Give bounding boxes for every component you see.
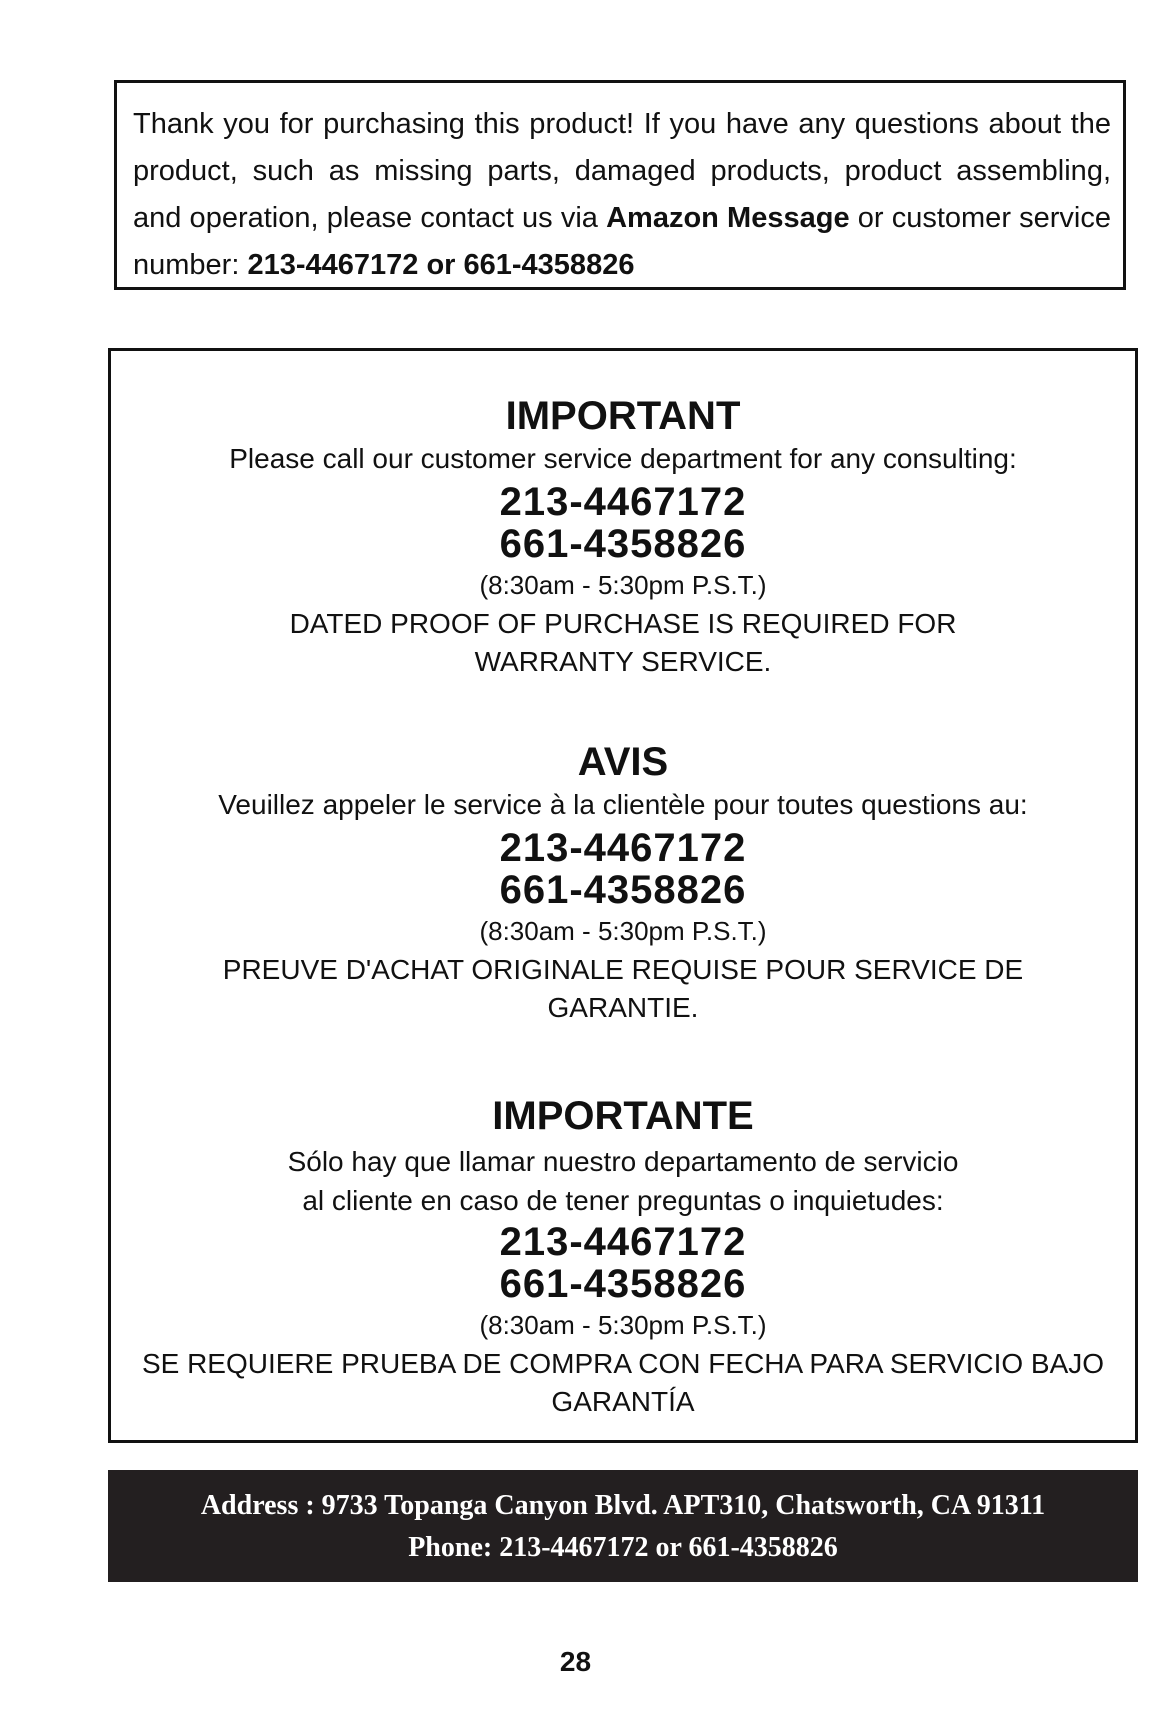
- english-section: [111, 391, 1135, 681]
- company-phone: Phone: 213-4467172 or 661-4358826: [408, 1532, 838, 1563]
- french-hours: (8:30am - 5:30pm P.S.T.): [479, 916, 767, 946]
- english-phone-2: 661-4358826: [499, 522, 747, 566]
- french-phone-1: 213-4467172: [499, 826, 747, 870]
- spanish-phone-1: 213-4467172: [499, 1220, 747, 1264]
- english-intro: Please call our customer service department for any consulting:: [229, 443, 1017, 474]
- french-heading: AVIS: [577, 740, 669, 784]
- english-proof-notice: DATED PROOF OF PURCHASE IS REQUIRED FOR WARRANTY SERVICE.: [289, 608, 957, 677]
- notice-phone-numbers: 213-4467172 or 661-4358826: [247, 249, 635, 281]
- amazon-message-label: Amazon Message: [606, 202, 850, 234]
- spanish-heading: IMPORTANTE: [492, 1094, 754, 1138]
- company-address-bar: [108, 1470, 1138, 1582]
- page-number: 28: [559, 1646, 592, 1677]
- spanish-hours: (8:30am - 5:30pm P.S.T.): [479, 1310, 767, 1340]
- french-proof-notice: PREUVE D'ACHAT ORIGINALE REQUISE POUR SERVICE DE GARANTIE.: [222, 954, 1024, 1023]
- important-contact-box: [108, 348, 1138, 1443]
- spanish-phone-2: 661-4358826: [499, 1262, 747, 1306]
- english-heading: IMPORTANT: [505, 394, 741, 438]
- customer-service-notice: [114, 80, 1126, 290]
- french-intro: Veuillez appeler le service à la clientèle pour toutes questions au:: [218, 789, 1028, 820]
- spanish-section: [111, 1091, 1135, 1421]
- french-phone-2: 661-4358826: [499, 868, 747, 912]
- spanish-proof-notice: SE REQUIERE PRUEBA DE COMPRA CON FECHA PARA SERVICIO BAJO GARANTÍA: [141, 1348, 1105, 1417]
- english-phone-1: 213-4467172: [499, 480, 747, 524]
- spanish-intro-line-1: Sólo hay que llamar nuestro departamento de servicio: [287, 1146, 959, 1177]
- company-address: Address : 9733 Topanga Canyon Blvd. APT310, Chatsworth, CA 91311: [200, 1490, 1046, 1521]
- french-section: [111, 737, 1135, 1027]
- notice-text-contact: or customer service number:: [133, 202, 1112, 281]
- spanish-intro-line-2: al cliente en caso de tener preguntas o inquietudes:: [302, 1185, 944, 1216]
- notice-text-intro: Thank you for purchasing this product! If you have any questions about the product, such as missing parts, damaged products, product assembling, and operation, please contact us via: [133, 108, 1111, 234]
- english-hours: (8:30am - 5:30pm P.S.T.): [479, 570, 767, 600]
